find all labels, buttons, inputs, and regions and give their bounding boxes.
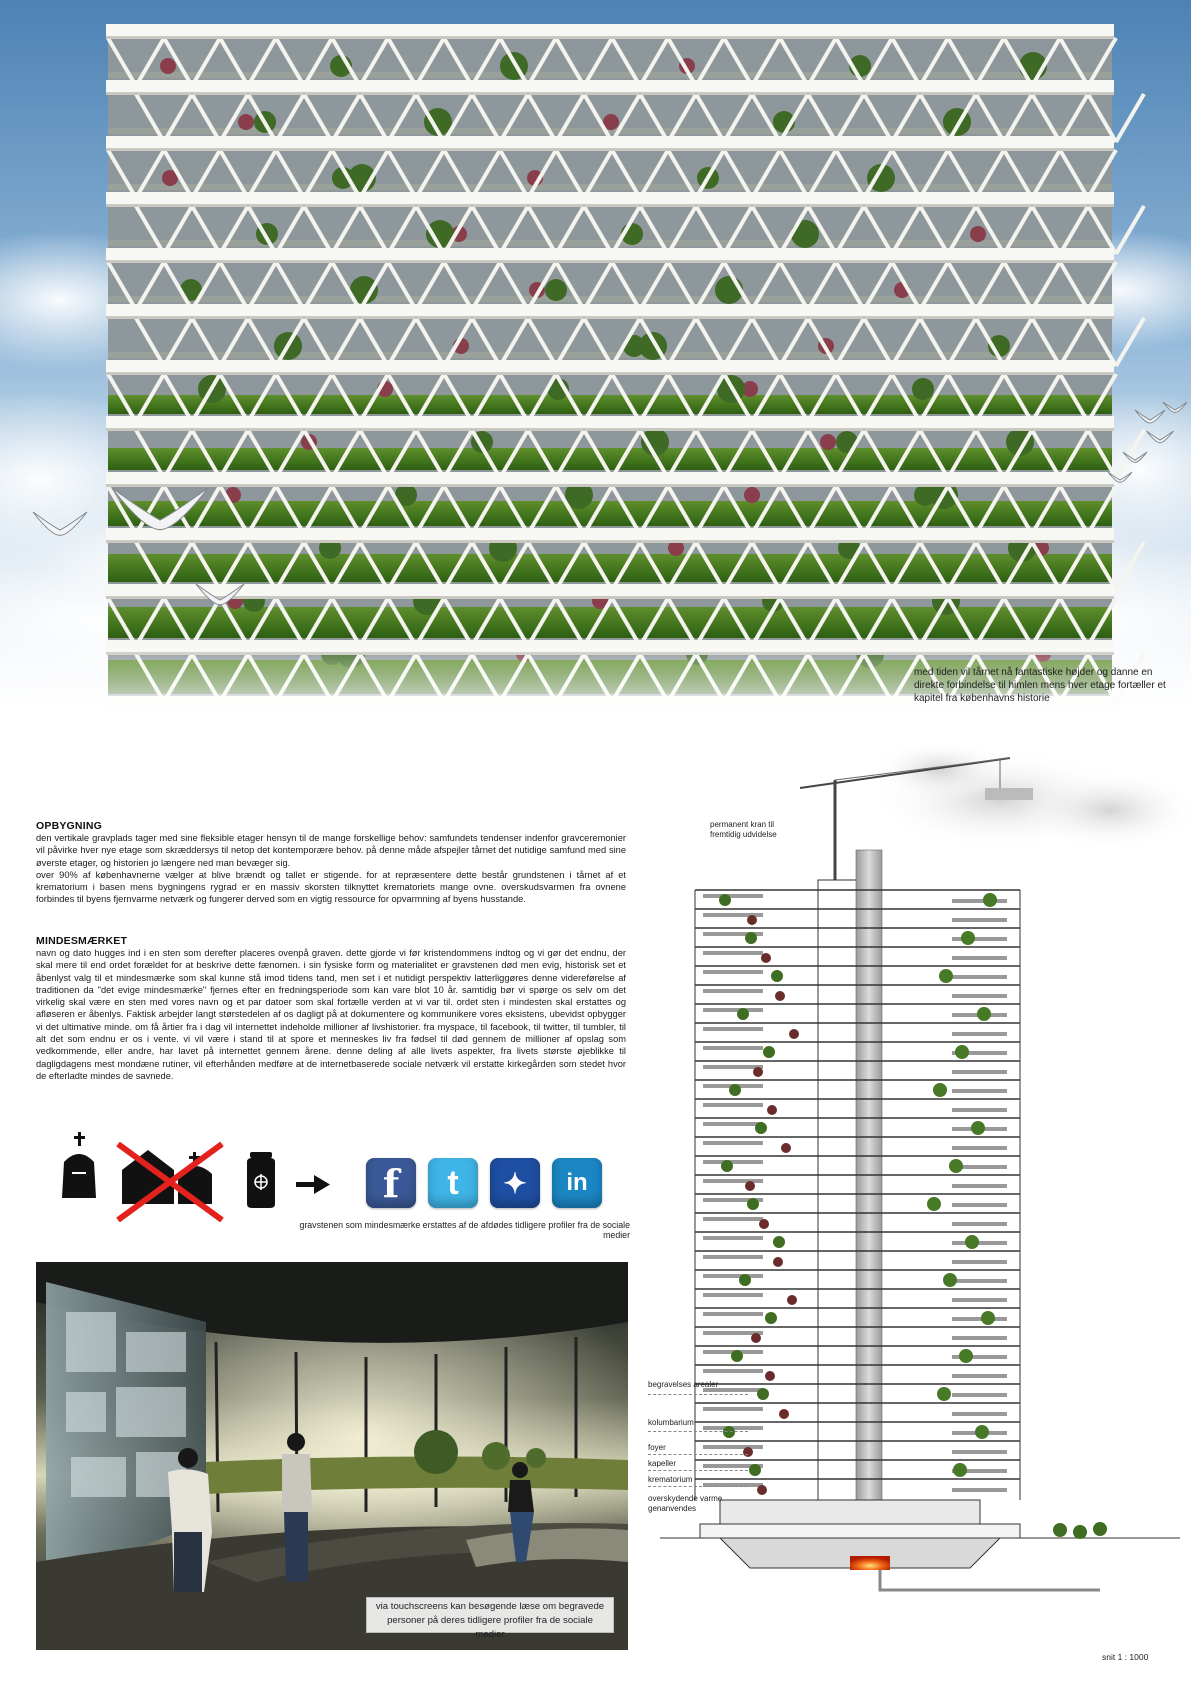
floor-slab — [106, 528, 1114, 542]
floor-element — [703, 1312, 763, 1316]
tree — [820, 434, 836, 450]
floor-element — [952, 1146, 1007, 1150]
tower-section-drawing — [640, 730, 1191, 1684]
arrow-right-icon — [296, 1175, 330, 1194]
slab-shadow — [106, 92, 1114, 95]
floor-slab — [106, 24, 1114, 38]
floor-element — [952, 1089, 1007, 1093]
kolumbarium-block — [720, 1500, 980, 1524]
section-tree — [729, 1084, 741, 1096]
section-tree — [977, 1007, 991, 1021]
floor-element — [952, 1222, 1007, 1226]
floor-element — [703, 1065, 763, 1069]
section-tree — [961, 931, 975, 945]
leader-line — [648, 1431, 748, 1432]
section-tree — [771, 970, 783, 982]
floor-ground — [108, 352, 1112, 358]
linkedin-glyph: in — [566, 1169, 588, 1196]
section-tree — [981, 1311, 995, 1325]
tree — [545, 279, 567, 301]
floor-element — [703, 894, 763, 898]
floor-element — [952, 937, 1007, 941]
floor-element — [952, 1260, 1007, 1264]
floor-ground — [108, 296, 1112, 302]
slab-shadow — [106, 204, 1114, 207]
section-tree — [723, 1426, 735, 1438]
section-tree — [779, 1409, 789, 1419]
section-tree — [747, 1198, 759, 1210]
mindesmaerket-body — [36, 947, 626, 1082]
floor-element — [952, 1317, 1007, 1321]
hero-caption: med tiden vil tårnet nå fantastiske højder og danne en direkte forbindelse til himlen mens hver etage fortæller et kapitel fra københavns historie — [914, 667, 1166, 704]
section-tree — [765, 1371, 775, 1381]
section-tree — [731, 1350, 743, 1362]
floor-element — [703, 1008, 763, 1012]
scale-label: snit 1 : 1000 — [1102, 1652, 1149, 1662]
slab-shadow — [106, 148, 1114, 151]
ground-tree — [1053, 1523, 1067, 1537]
section-tree — [751, 1333, 761, 1343]
floor-element — [703, 951, 763, 955]
section-tree — [959, 1349, 973, 1363]
floor-element — [703, 1046, 763, 1050]
floor-element — [703, 1274, 763, 1278]
opbygning-paragraph-1: den vertikale gravplads tager med sine fleksible etager hensyn til de mange forskellige behov: samfundets tendenser indenfor gravceremonier vil påvirke hver nye etage som skræddersys til netop det kontemporære behov. på denne måde afspejler tårnet det nutidige samfund med sine øverste etager, og historien jo længere ned man bevæger sig. — [36, 833, 626, 868]
myspace-icon — [490, 1158, 540, 1208]
section-tree — [757, 1485, 767, 1495]
section-tree — [753, 1067, 763, 1077]
section-tree — [789, 1029, 799, 1039]
opbygning-title: OPBYGNING — [36, 820, 102, 832]
section-tree — [937, 1387, 951, 1401]
floor-element — [952, 1488, 1007, 1492]
floor-element — [703, 1160, 763, 1164]
heat-pipe — [880, 1570, 1100, 1590]
mausoleum-crossed-icon — [118, 1144, 222, 1220]
floor-element — [952, 1450, 1007, 1454]
floor-element — [952, 1241, 1007, 1245]
section-tree — [955, 1045, 969, 1059]
floor-slab — [106, 416, 1114, 430]
opbygning-body — [36, 832, 626, 906]
interior-caption: via touchscreens kan besøgende læse om begravede personer på deres tidligere profiler fra de sociale medier — [366, 1597, 614, 1633]
tower-exterior-render — [0, 0, 1191, 720]
section-tree — [983, 893, 997, 907]
label-kolumbarium: kolumbarium — [648, 1418, 694, 1427]
opbygning-paragraph-2: over 90% af københavnerne vælger at blive brændt og tallet er stigende. for at repræsentere dette består grundstenen i tårnet af et krematorium i basen mens bygningens rygrad er en massiv skorsten tilknyttet krematoriets mange ovne. overskudsvarmen fra ovnene forbindes til byens fjernvarme netværk og fungerer derved som en vigtig ressource for opvarmning af byens husstande. — [36, 869, 626, 905]
leader-line — [648, 1454, 748, 1455]
slab-shadow — [106, 596, 1114, 599]
section-tree — [761, 953, 771, 963]
section-tree — [719, 894, 731, 906]
floor-element — [703, 989, 763, 993]
foyer-block — [700, 1524, 1020, 1538]
label-overskydende-varme: overskydende varme genanvendes — [648, 1494, 723, 1513]
section-tree — [775, 991, 785, 1001]
floor-element — [703, 1236, 763, 1240]
interior-render — [36, 1262, 628, 1650]
section-tree — [975, 1425, 989, 1439]
section-tree — [755, 1122, 767, 1134]
crane-label: permanent kran til fremtidig udvidelse — [710, 820, 777, 839]
floor-element — [703, 1293, 763, 1297]
headstone-icon — [62, 1132, 96, 1198]
tree — [160, 58, 176, 74]
floor-element — [952, 1393, 1007, 1397]
tree — [914, 484, 936, 506]
linkedin-icon — [552, 1158, 602, 1208]
section-tree — [939, 969, 953, 983]
floor-element — [952, 1108, 1007, 1112]
slab-shadow — [106, 36, 1114, 39]
floor-ground — [108, 72, 1112, 78]
label-kapeller: kapeller — [648, 1459, 677, 1468]
section-tree — [747, 915, 757, 925]
section-tree — [749, 1464, 761, 1476]
label-foyer: foyer — [648, 1443, 666, 1452]
section-tree — [759, 1219, 769, 1229]
floor-element — [952, 1184, 1007, 1188]
twitter-glyph: t — [447, 1163, 459, 1202]
ground-tree — [1093, 1522, 1107, 1536]
section-tree — [757, 1388, 769, 1400]
section-tree — [943, 1273, 957, 1287]
mindesmaerket-section — [36, 935, 626, 1082]
mindesmaerket-paragraph-1: navn og dato hugges ind i en sten som derefter placeres ovenpå graven. dette gjorde vi før kristendommens indtog og vi gør det endnu, der skal mere til end ordet forældet for at beskrive dette fænomen. i sin fysiske form og materialitet er gravstenen død men evig, historisk set et åbenlyst valg til et mindesmærke som skal kunne stå imod tidens tand, men set i et nutidigt perspektiv latterliggøres denne videreførelse af traditionen da "det evige mindesmærke" fjernes efter en fredningsperiode som kan vare blot 10 år. samtidig bør vi spørge os selv om det virkelig skal være en sten med vores navn og et par datoer som skal fortælle verden at vi var til. ordet sten i mindesten skal erstattes og afløseren er åbenlys. Faktisk arbejder langt størstedelen af os dagligt på at dokumentere og kommunikere vores eksistens, ubevidst opbygger vi det ultimative minde. om få årtier fra i dag vil internettet indeholde millioner af livshistorier. fra myspace, til facebook, til twitter, til tumbler, til alt det som endnu er os i vente. vi vil være i stand til at spore et menneskes liv fra fødsel til død gennem de millioner af opslag som vedkommende, eller andre, har lavet på internettet gennem årene. denne deling af alle livets aspekter, fra livets største øjeblikke til dagligdagens mest mondæne rutiner, vil efterhånden medføre at de internetbaserede sociale netværk vil erstatte kirkegården som stedet hvor de efterladte mindes de savnede. — [36, 948, 626, 1081]
floor-element — [952, 1336, 1007, 1340]
floor-element — [703, 1407, 763, 1411]
section-tree — [949, 1159, 963, 1173]
section-tree — [773, 1257, 783, 1267]
floor-element — [952, 994, 1007, 998]
facebook-glyph: f — [382, 1160, 400, 1206]
section-tree — [767, 1105, 777, 1115]
section-tree — [745, 932, 757, 944]
floor-element — [952, 1298, 1007, 1302]
floor-element — [952, 1412, 1007, 1416]
floor-element — [952, 1070, 1007, 1074]
floor-slab — [106, 192, 1114, 206]
icon-strip-caption: gravstenen som mindesmærke erstattes af de afdødes tidligere profiler fra de sociale medier — [299, 1220, 630, 1240]
floor-element — [703, 1369, 763, 1373]
urn-icon — [247, 1152, 275, 1208]
section-tree — [721, 1160, 733, 1172]
floor-element — [703, 970, 763, 974]
slab-shadow — [106, 316, 1114, 319]
facebook-icon — [366, 1158, 416, 1208]
floor-slab — [106, 80, 1114, 94]
slab-shadow — [106, 428, 1114, 431]
opbygning-section — [36, 820, 626, 906]
section-tree — [933, 1083, 947, 1097]
tree — [970, 226, 986, 242]
tower-core — [818, 880, 858, 1520]
floor-element — [703, 1027, 763, 1031]
section-tree — [965, 1235, 979, 1249]
floor-element — [703, 1445, 763, 1449]
floor-element — [952, 899, 1007, 903]
section-tree — [971, 1121, 985, 1135]
section-tree — [745, 1181, 755, 1191]
leader-line — [648, 1486, 748, 1487]
floor-slab — [106, 584, 1114, 598]
leader-line — [648, 1394, 748, 1395]
floor-slab — [106, 360, 1114, 374]
section-tree — [781, 1143, 791, 1153]
floor-element — [703, 1122, 763, 1126]
floor-element — [703, 1255, 763, 1259]
floor-element — [952, 1279, 1007, 1283]
floor-slab — [106, 472, 1114, 486]
slab-shadow — [106, 372, 1114, 375]
slab-shadow — [106, 260, 1114, 263]
floor-element — [952, 1032, 1007, 1036]
floor-slab — [106, 304, 1114, 318]
floor-element — [952, 956, 1007, 960]
floor-element — [703, 1103, 763, 1107]
slab-shadow — [106, 484, 1114, 487]
floor-ground — [108, 184, 1112, 190]
floor-element — [703, 1179, 763, 1183]
section-tree — [953, 1463, 967, 1477]
section-tree — [737, 1008, 749, 1020]
floor-element — [952, 1374, 1007, 1378]
tree — [238, 114, 254, 130]
label-begravelses-arealer: begravelses arealer — [648, 1380, 719, 1389]
leader-line — [648, 1470, 748, 1471]
twitter-icon — [428, 1158, 478, 1208]
section-tree — [773, 1236, 785, 1248]
section-tree — [787, 1295, 797, 1305]
krematorium-fire — [850, 1556, 890, 1570]
section-tree — [743, 1447, 753, 1457]
mindesmaerket-title: MINDESMÆRKET — [36, 935, 128, 947]
section-tree — [927, 1197, 941, 1211]
chimney — [856, 850, 882, 1510]
crane-load — [985, 788, 1033, 800]
section-tree — [763, 1046, 775, 1058]
section-tree — [739, 1274, 751, 1286]
floor-slab — [106, 248, 1114, 262]
floor-slab — [106, 136, 1114, 150]
tree — [744, 487, 760, 503]
myspace-glyph: ✦ — [503, 1167, 527, 1199]
icon-strip — [50, 1112, 380, 1222]
floor-element — [952, 1203, 1007, 1207]
floor-element — [703, 1141, 763, 1145]
tree — [912, 378, 934, 400]
ground-tree — [1073, 1525, 1087, 1539]
floor-element — [952, 975, 1007, 979]
slab-shadow — [106, 540, 1114, 543]
section-tree — [765, 1312, 777, 1324]
floor-element — [703, 1217, 763, 1221]
label-krematorium: krematorium — [648, 1475, 693, 1484]
floor-element — [952, 918, 1007, 922]
